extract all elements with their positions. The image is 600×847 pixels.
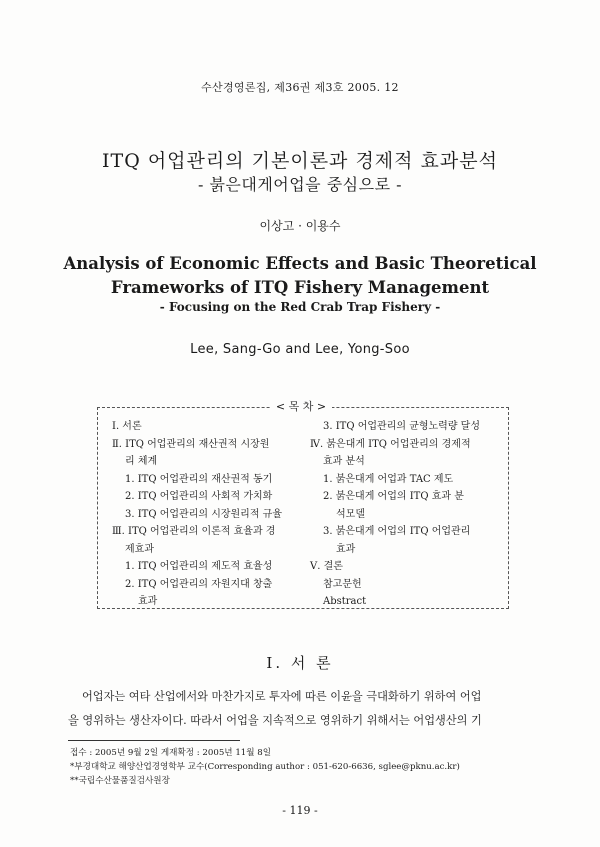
toc-item: 3. ITQ 어업관리의 시장원리적 규율 [125, 508, 282, 520]
toc-item: 참고문헌 [323, 578, 362, 590]
body-text-line: 을 영위하는 생산자이다. 따라서 어업을 지속적으로 영위하기 위해서는 어업생산의 기 [68, 714, 482, 727]
footnote-author2: **국립수산물품질검사원장 [70, 776, 170, 786]
toc-item: 효과 [138, 596, 158, 607]
toc-item: 3. ITQ 어업관리의 균형노력량 달성 [323, 421, 480, 432]
subtitle-english: - Focusing on the Red Crab Trap Fishery - [159, 300, 441, 314]
authors-korean: 이상고 · 이용수 [259, 219, 341, 233]
toc-item: 1. 붉은대게 어업과 TAC 제도 [323, 473, 454, 485]
title-korean: ITQ 어업관리의 기본이론과 경제적 효과분석 [102, 150, 498, 172]
title-english [0, 252, 600, 300]
toc-item: 2. ITQ 어업관리의 자원지대 창출 [125, 578, 273, 590]
toc-right-column [310, 418, 505, 611]
toc-item: 3. 붉은대게 어업의 ITQ 어업관리 [323, 526, 471, 537]
section-heading: Ⅰ. 서 론 [266, 654, 334, 672]
toc-item: Ⅴ. 결론 [310, 561, 343, 572]
toc-item: 리 체계 [125, 456, 158, 467]
toc-item: Ⅳ. 붉은대게 ITQ 어업관리의 경제적 [310, 438, 471, 450]
footnote-divider [68, 740, 240, 741]
toc-item: 석모델 [336, 508, 365, 520]
toc-item: 2. 붉은대게 어업의 ITQ 효과 분 [323, 491, 464, 502]
toc-item: 1. ITQ 어업관리의 제도적 효율성 [125, 561, 273, 572]
toc-item: Ⅲ. ITQ 어업관리의 이론적 효율과 경 [112, 526, 276, 537]
footnote-author1: *부경대학교 해양산업경영학부 교수(Corresponding author : 051-620-6636, sglee@pknu.ac.kr) [70, 762, 460, 772]
toc-item: Abstract [323, 596, 367, 607]
title-english-line2: Frameworks of ITQ Fishery Management [110, 278, 490, 297]
body-text-line: 어업자는 여타 산업에서와 마찬가지로 투자에 따른 이윤을 극대화하기 위하여 어업 [82, 690, 482, 703]
toc-item: 효과 [336, 543, 356, 555]
page-number: - 119 - [282, 804, 318, 817]
toc-item: 제효과 [125, 543, 154, 555]
toc-left-column [112, 418, 302, 611]
toc-item: 효과 분석 [323, 456, 365, 467]
toc-item: 1. ITQ 어업관리의 재산권적 동기 [125, 473, 273, 485]
toc-heading: < 목 차 > [270, 398, 332, 414]
title-english-line1: Analysis of Economic Effects and Basic Theoretical [63, 254, 537, 273]
journal-header: 수산경영론집, 제36권 제3호 2005. 12 [201, 81, 399, 94]
footnote-dates: 접수 : 2005년 9월 2일 게재확정 : 2005년 11월 8일 [70, 748, 272, 758]
toc-item: Ⅱ. ITQ 어업관리의 재산권적 시장원 [112, 438, 270, 450]
toc-item: 2. ITQ 어업관리의 사회적 가치화 [125, 491, 273, 502]
subtitle-korean: - 붉은대게어업을 중심으로 - [197, 175, 403, 194]
authors-english: Lee, Sang-Go and Lee, Yong-Soo [190, 342, 410, 357]
toc-item: Ⅰ. 서론 [112, 421, 142, 432]
